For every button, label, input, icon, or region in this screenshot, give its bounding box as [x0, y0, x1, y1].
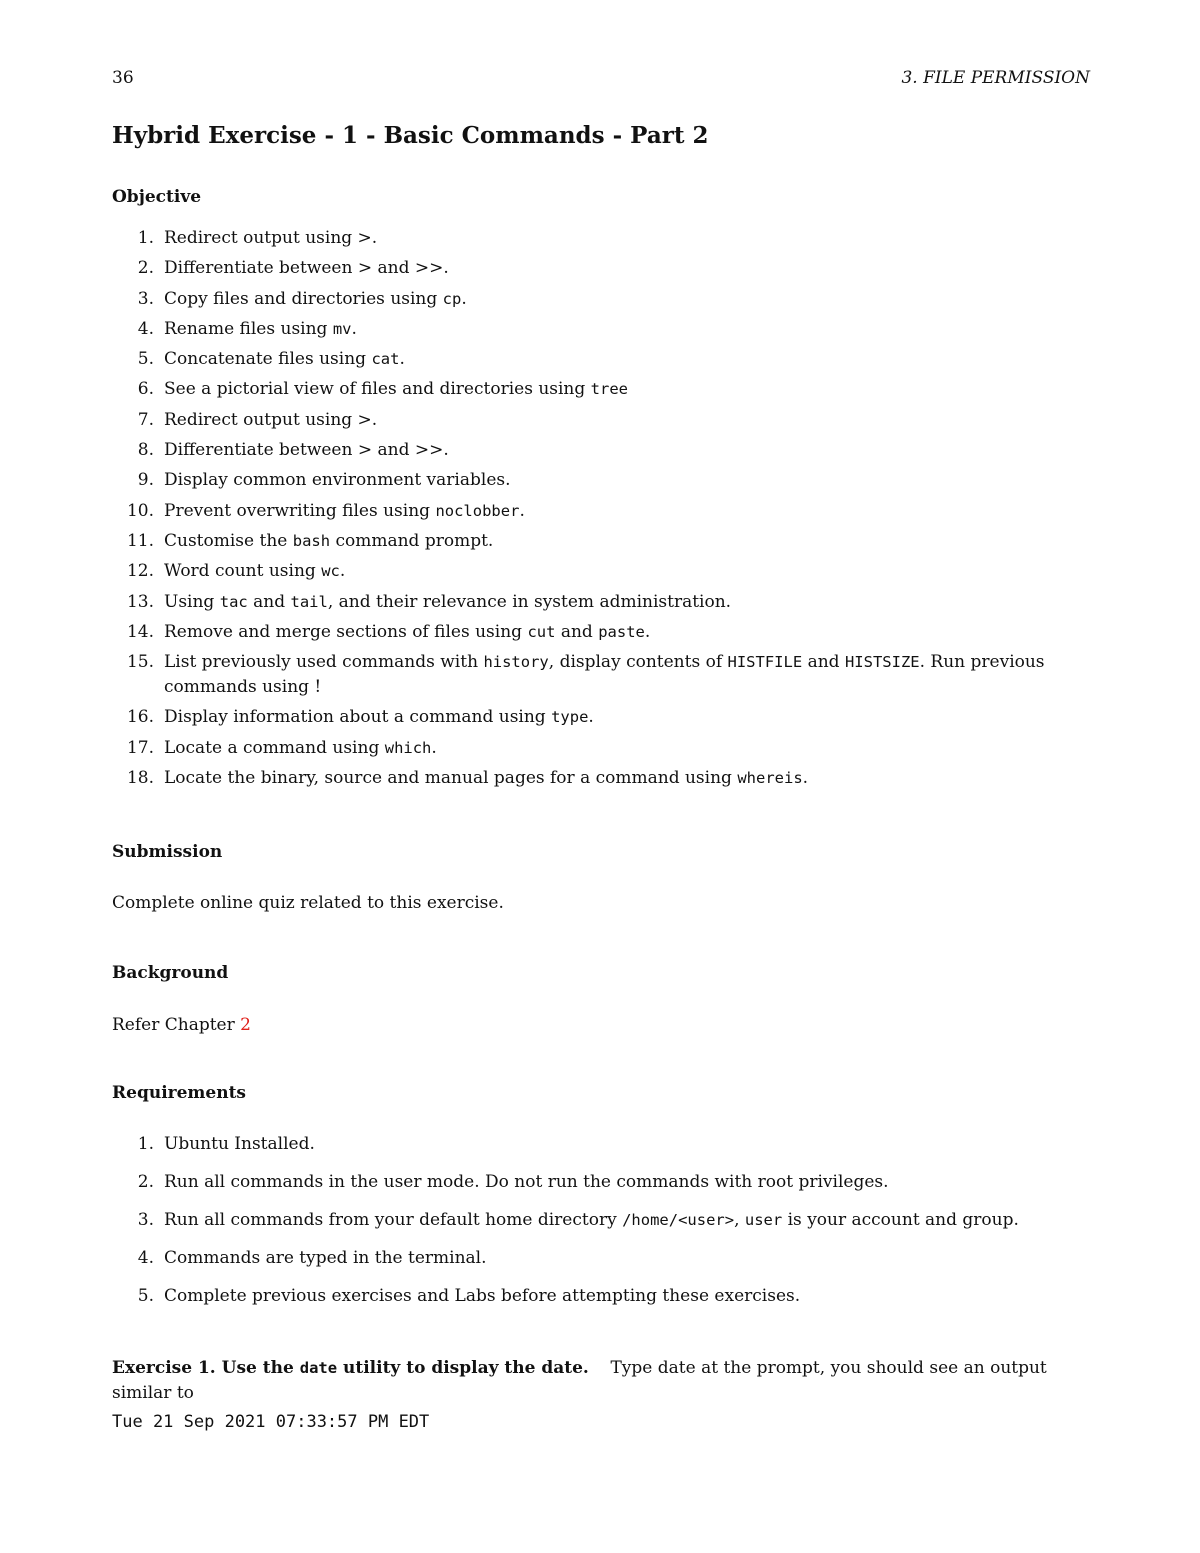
- background-text: [112, 1013, 1090, 1038]
- inline-code: cp: [442, 289, 462, 308]
- list-item-text: Differentiate between > and >>.: [164, 258, 449, 279]
- list-item-number: 10.: [126, 500, 154, 521]
- list-item-text: and: [555, 621, 599, 642]
- exercise-1-label: [112, 1358, 589, 1378]
- list-item-text: Customise the: [164, 530, 293, 551]
- list-item-text: Locate a command using: [164, 737, 385, 758]
- inline-code: paste: [598, 622, 645, 641]
- list-item-number: 4.: [137, 318, 154, 339]
- objective-heading: Objective: [112, 187, 202, 207]
- requirement-item: [112, 1208, 1090, 1233]
- requirements-heading: Requirements: [112, 1083, 247, 1103]
- objective-item: [112, 226, 1090, 251]
- list-item-text: , and their relevance in system administration.: [327, 591, 732, 612]
- list-item-text: Using: [164, 591, 220, 612]
- list-item-text: .: [339, 561, 346, 582]
- objective-item: [112, 287, 1090, 312]
- list-item-number: 5.: [137, 349, 154, 370]
- list-item-number: 16.: [126, 707, 154, 728]
- objective-item: [112, 590, 1090, 615]
- list-item-number: 18.: [126, 768, 154, 789]
- inline-code: cut: [527, 622, 556, 641]
- list-item-number: 1.: [137, 228, 154, 248]
- objective-item: [112, 620, 1090, 645]
- inline-code: tail: [290, 592, 328, 611]
- chapter-link[interactable]: 2: [240, 1015, 251, 1035]
- exercise-1-code: date: [299, 1359, 338, 1377]
- list-item-number: 17.: [126, 737, 154, 758]
- list-item-text: Redirect output using >.: [164, 228, 378, 248]
- list-item-text: Redirect output using >.: [164, 409, 378, 430]
- list-item-number: 15.: [126, 652, 154, 673]
- list-item-text: See a pictorial view of files and directories using: [164, 379, 591, 400]
- list-item-text: Run all commands from your default home directory: [164, 1210, 623, 1230]
- list-item-text: Copy files and directories using: [164, 288, 443, 309]
- objective-item: [112, 499, 1090, 524]
- objective-item: [112, 347, 1090, 372]
- inline-code: tree: [590, 380, 628, 399]
- list-item-text: Commands are typed in the terminal.: [164, 1248, 487, 1268]
- inline-code: cat: [371, 350, 400, 369]
- list-item-number: 2.: [137, 1172, 154, 1192]
- list-item-number: 12.: [126, 561, 154, 582]
- objective-item: [112, 317, 1090, 342]
- background-text-label: Refer Chapter: [112, 1015, 241, 1035]
- requirements-list: [112, 1132, 1090, 1322]
- inline-code: user: [744, 1211, 783, 1229]
- list-item-text: .: [519, 500, 525, 521]
- page-number: 36: [112, 68, 134, 88]
- list-item-number: 14.: [126, 621, 154, 642]
- objective-item: [112, 529, 1090, 554]
- list-item-text: .: [461, 288, 467, 309]
- exercise-1-label-start: Exercise 1. Use the: [112, 1358, 300, 1378]
- inline-code: bash: [292, 531, 331, 550]
- chapter-title: 3. FILE PERMISSION: [901, 68, 1090, 88]
- list-item-text: and: [247, 591, 291, 612]
- list-item-text: , display contents of: [548, 652, 728, 673]
- list-item-text: Differentiate between > and >>.: [164, 440, 449, 461]
- running-header: [112, 68, 1090, 92]
- list-item-number: 2.: [137, 258, 154, 279]
- list-item-number: 9.: [137, 470, 154, 491]
- inline-code: history: [483, 653, 549, 672]
- list-item-text: Prevent overwriting files using: [164, 500, 436, 521]
- inline-code: whereis: [737, 769, 803, 788]
- objective-item: [112, 650, 1090, 700]
- exercise-1-label-end: utility to display the date.: [337, 1358, 589, 1378]
- list-item-text: . Run previous commands using !: [164, 652, 1045, 698]
- list-item-number: 4.: [137, 1248, 154, 1268]
- inline-code: HISTFILE: [727, 653, 803, 672]
- list-item-text: Rename files using: [164, 318, 333, 339]
- requirement-item: [112, 1246, 1090, 1271]
- inline-code: which: [384, 738, 432, 757]
- objective-item: [112, 377, 1090, 402]
- list-item-text: Complete previous exercises and Labs before attempting these exercises.: [164, 1286, 801, 1306]
- list-item-text: .: [588, 707, 594, 728]
- list-item-text: Run all commands in the user mode. Do not run the commands with root privileges.: [164, 1172, 889, 1192]
- inline-code: wc: [321, 562, 340, 581]
- list-item-text: Display information about a command using: [164, 707, 552, 728]
- list-item-text: List previously used commands with: [164, 652, 484, 673]
- requirement-item: [112, 1170, 1090, 1195]
- list-item-text: .: [802, 768, 809, 789]
- list-item-text: .: [351, 318, 357, 339]
- list-item-text: Remove and merge sections of files using: [164, 621, 528, 642]
- requirement-item: [112, 1132, 1090, 1157]
- list-item-text: .: [399, 349, 405, 370]
- list-item-number: 13.: [126, 591, 154, 612]
- list-item-text: .: [644, 621, 651, 642]
- inline-code: /home/<user>: [622, 1211, 735, 1229]
- inline-code: HISTSIZE: [844, 653, 920, 672]
- list-item-text: Concatenate files using: [164, 349, 372, 370]
- list-item-text: and: [802, 652, 845, 673]
- exercise-1-paragraph: [112, 1356, 1090, 1406]
- list-item-number: 11.: [126, 530, 154, 551]
- requirement-item: [112, 1284, 1090, 1309]
- objective-list: [112, 226, 1090, 796]
- objective-item: [112, 408, 1090, 433]
- list-item-number: 7.: [137, 409, 154, 430]
- list-item-text: Locate the binary, source and manual pages for a command using: [164, 768, 738, 789]
- submission-text: Complete online quiz related to this exercise.: [112, 893, 504, 913]
- objective-item: [112, 766, 1090, 791]
- list-item-text: Display common environment variables.: [164, 470, 511, 491]
- objective-item: [112, 468, 1090, 493]
- list-item-text: command prompt.: [330, 530, 494, 551]
- list-item-text: ,: [734, 1210, 745, 1230]
- list-item-text: is your account and group.: [782, 1210, 1019, 1230]
- objective-item: [112, 438, 1090, 463]
- list-item-text: Word count using: [164, 561, 322, 582]
- background-heading: Background: [112, 963, 229, 983]
- list-item-number: 1.: [137, 1134, 154, 1154]
- list-item-text: Ubuntu Installed.: [164, 1134, 315, 1154]
- list-item-number: 5.: [137, 1286, 154, 1306]
- objective-item: [112, 559, 1090, 584]
- exercise-1-text: Type date at the prompt, you should see an output similar to: [112, 1358, 1047, 1403]
- inline-code: tac: [219, 592, 248, 611]
- list-item-number: 6.: [137, 379, 154, 400]
- objective-item: [112, 736, 1090, 761]
- inline-code: noclobber: [435, 501, 520, 520]
- list-item-number: 8.: [137, 440, 154, 461]
- list-item-text: .: [431, 737, 437, 758]
- list-item-number: 3.: [137, 288, 154, 309]
- date-output: Tue 21 Sep 2021 07:33:57 PM EDT: [112, 1412, 430, 1432]
- objective-item: [112, 256, 1090, 281]
- page-title: Hybrid Exercise - 1 - Basic Commands - Part 2: [112, 122, 709, 149]
- submission-heading: Submission: [112, 842, 223, 862]
- inline-code: type: [551, 708, 589, 727]
- objective-item: [112, 705, 1090, 730]
- inline-code: mv: [332, 319, 352, 338]
- list-item-number: 3.: [137, 1210, 154, 1230]
